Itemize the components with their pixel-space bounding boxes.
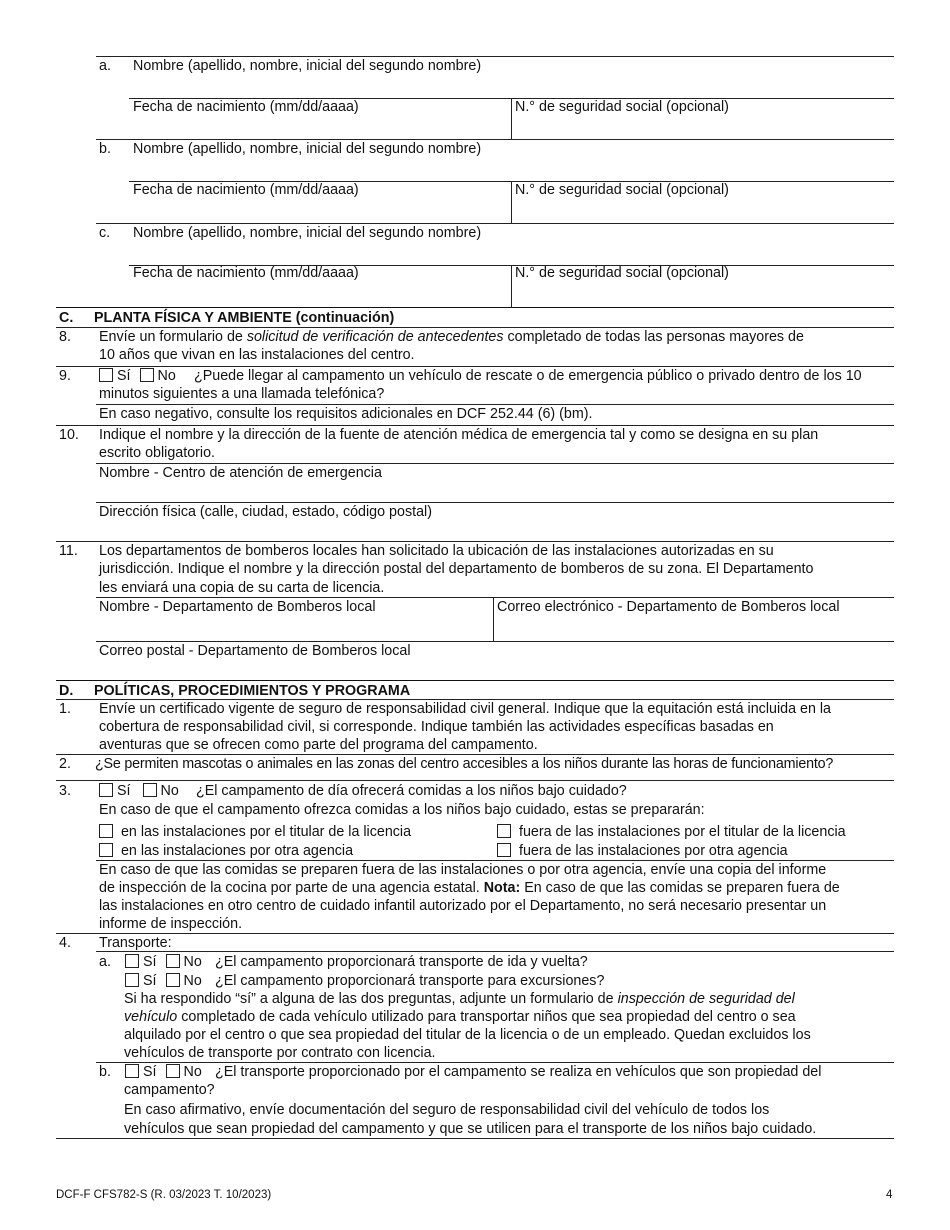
d3-opt2-checkbox[interactable] (497, 824, 511, 838)
form-id: DCF-F CFS782-S (R. 03/2023 T. 10/2023) (56, 1189, 272, 1201)
d4a-note-line3: alquilado por el centro o que sea propiedad del titular de la licencia o de un empleado. Quedan excluidos los (124, 1027, 811, 1043)
q10-text: Indique el nombre y la dirección de la fuente de atención médica de emergencia tal y como se designa en su plan (99, 427, 819, 443)
q9-number: 9. (59, 368, 71, 384)
section-c-title: PLANTA FÍSICA Y AMBIENTE (continuación) (94, 310, 395, 326)
ssn-label[interactable]: N.° de seguridad social (opcional) (515, 265, 729, 281)
d1-number: 1. (59, 701, 71, 717)
q11-number: 11. (59, 543, 78, 559)
q9-yes-checkbox[interactable] (99, 368, 113, 382)
d3-note-line2: de inspección de la cocina por parte de una agencia estatal. Nota: En caso de que las comidas se preparen fuera de (99, 880, 840, 896)
d4a-yes-no-1: Sí No (125, 953, 202, 972)
fire-dept-mail-field[interactable]: Correo postal - Departamento de Bomberos local (99, 643, 411, 659)
q9-no-checkbox[interactable] (140, 368, 154, 382)
d4b-no-checkbox[interactable] (166, 1064, 180, 1078)
d3-note-line3: las instalaciones en otro centro de cuidado infantil autorizado por el Departamento, no será necesario presentar un (99, 898, 827, 914)
d4b-note-line2: vehículos que sean propiedad del campamento y que se utilicen para el transporte de los niños bajo cuidado. (124, 1121, 817, 1137)
d4a-yes-no-2: Sí No (125, 972, 202, 991)
name-label[interactable]: Nombre (apellido, nombre, inicial del segundo nombre) (133, 141, 482, 157)
d3-note: En caso de que las comidas se preparen fuera de las instalaciones o por otra agencia, envíe una copia del informe (99, 862, 827, 878)
q9-yes-no: Sí No (99, 367, 176, 386)
d3-prep-intro: En caso de que el campamento ofrezca comidas a los niños bajo cuidado, estas se prepararán: (99, 802, 705, 818)
d1-text-line3: aventuras que se ofrecen como parte del programa del campamento. (99, 737, 538, 753)
d4b-yes-no: Sí No (125, 1063, 202, 1082)
fire-dept-name-field[interactable]: Nombre - Departamento de Bomberos local (99, 599, 376, 615)
d1-text: Envíe un certificado vigente de seguro de responsabilidad civil general. Indique que la equitación está incluida en la (99, 701, 832, 717)
d3-option-3: en las instalaciones por otra agencia (99, 842, 353, 861)
d3-option-1: en las instalaciones por el titular de la licencia (99, 823, 411, 842)
q11-text: Los departamentos de bomberos locales han solicitado la ubicación de las instalaciones autorizadas en su (99, 543, 774, 559)
q9-question-line2: minutos siguientes a una llamada telefónica? (99, 386, 385, 402)
d4b-yes-checkbox[interactable] (125, 1064, 139, 1078)
d3-option-2: fuera de las instalaciones por el titular de la licencia (497, 823, 846, 842)
section-d-title: POLÍTICAS, PROCEDIMIENTOS Y PROGRAMA (94, 683, 411, 699)
emergency-center-name-field[interactable]: Nombre - Centro de atención de emergencia (99, 465, 382, 481)
d4a-letter: a. (99, 954, 111, 970)
dob-label[interactable]: Fecha de nacimiento (mm/dd/aaaa) (133, 265, 359, 281)
q10-text-line2: escrito obligatorio. (99, 445, 216, 461)
q10-number: 10. (59, 427, 79, 443)
d4b-note: En caso afirmativo, envíe documentación del seguro de responsabilidad civil del vehículo de todos los (124, 1102, 770, 1118)
q8-text-line2: 10 años que vivan en las instalaciones del centro. (99, 347, 415, 363)
q11-text-line2: jurisdicción. Indique el nombre y la dirección postal del departamento de bomberos de su zona. El Departamento (99, 561, 814, 577)
d2-number: 2. (59, 756, 71, 772)
d3-yes-no: Sí No (99, 782, 179, 801)
d4a-question-2: ¿El campamento proporcionará transporte para excursiones? (215, 973, 605, 989)
name-label[interactable]: Nombre (apellido, nombre, inicial del segundo nombre) (133, 225, 482, 241)
d4a2-yes-checkbox[interactable] (125, 973, 139, 987)
d3-opt4-checkbox[interactable] (497, 843, 511, 857)
d2-text: ¿Se permiten mascotas o animales en las zonas del centro accesibles a los niños durante las horas de funcionamiento? (95, 756, 834, 772)
person-letter: a. (99, 58, 111, 74)
dob-label[interactable]: Fecha de nacimiento (mm/dd/aaaa) (133, 99, 359, 115)
d3-option-4: fuera de las instalaciones por otra agencia (497, 842, 788, 861)
person-letter: c. (99, 225, 111, 241)
q8-text: Envíe un formulario de solicitud de verificación de antecedentes completado de todas las personas mayores de (99, 329, 804, 345)
d3-yes-checkbox[interactable] (99, 783, 113, 797)
d4a1-no-checkbox[interactable] (166, 954, 180, 968)
d4b-letter: b. (99, 1064, 111, 1080)
d4a-note-line4: vehículos de transporte por contrato con licencia. (124, 1045, 436, 1061)
d3-note-line4: informe de inspección. (99, 916, 243, 932)
ssn-label[interactable]: N.° de seguridad social (opcional) (515, 99, 729, 115)
d3-question: ¿El campamento de día ofrecerá comidas a los niños bajo cuidado? (196, 783, 627, 799)
d4b-question: ¿El transporte proporcionado por el campamento se realiza en vehículos que son propiedad del (215, 1064, 822, 1080)
d4a-note: Si ha respondido “sí” a alguna de las dos preguntas, adjunte un formulario de inspección de seguridad del (124, 991, 795, 1007)
d4-title: Transporte: (99, 935, 172, 951)
d3-no-checkbox[interactable] (143, 783, 157, 797)
q11-text-line3: les enviará una copia de su carta de licencia. (99, 580, 385, 596)
q9-question: ¿Puede llegar al campamento un vehículo de rescate o de emergencia público o privado dentro de los 10 (194, 368, 862, 384)
d4a-question-1: ¿El campamento proporcionará transporte de ida y vuelta? (215, 954, 588, 970)
d3-opt1-checkbox[interactable] (99, 824, 113, 838)
q8-number: 8. (59, 329, 71, 345)
d4a2-no-checkbox[interactable] (166, 973, 180, 987)
d4a-note-line2: vehículo completado de cada vehículo utilizado para transportar niños que sea propiedad del centro o sea (124, 1009, 796, 1025)
d3-number: 3. (59, 783, 71, 799)
d4a1-yes-checkbox[interactable] (125, 954, 139, 968)
person-letter: b. (99, 141, 111, 157)
d1-text-line2: cobertura de responsabilidad civil, si corresponde. Indique también las actividades específicas basadas en (99, 719, 774, 735)
d3-opt3-checkbox[interactable] (99, 843, 113, 857)
emergency-center-address-field[interactable]: Dirección física (calle, ciudad, estado, código postal) (99, 504, 432, 520)
fire-dept-email-field[interactable]: Correo electrónico - Departamento de Bomberos local (497, 599, 840, 615)
page-number: 4 (886, 1189, 893, 1201)
ssn-label[interactable]: N.° de seguridad social (opcional) (515, 182, 729, 198)
d4b-question-line2: campamento? (124, 1082, 215, 1098)
section-c-letter: C. (59, 310, 74, 326)
q9-note: En caso negativo, consulte los requisitos adicionales en DCF 252.44 (6) (bm). (99, 406, 593, 422)
name-label[interactable]: Nombre (apellido, nombre, inicial del segundo nombre) (133, 58, 482, 74)
d4-number: 4. (59, 935, 71, 951)
section-d-letter: D. (59, 683, 74, 699)
dob-label[interactable]: Fecha de nacimiento (mm/dd/aaaa) (133, 182, 359, 198)
